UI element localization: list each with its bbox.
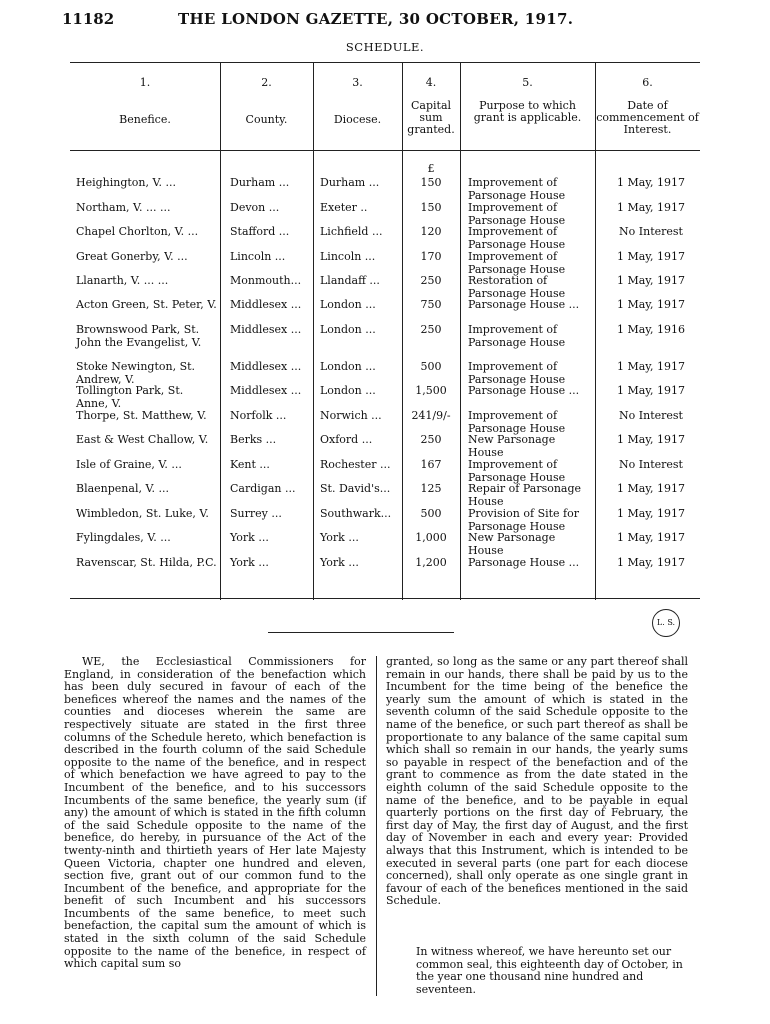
cell-county: Durham ... bbox=[230, 176, 290, 189]
cell-purpose: Parsonage House ... bbox=[468, 384, 580, 397]
cell-benefice: Fylingdales, V. ... bbox=[76, 531, 171, 544]
cell-sum: 150 bbox=[420, 201, 442, 214]
grant-text-right: granted, so long as the same or any part thereof shall remain in our hands, there shall be paid by us to the Incumbent for the time being of the benefice the yearly sum the amount of which is stated in the seventh column of the said Schedule opposite to the name of the benefice, or such part thereof as shall be proportionate to any balance of the same capital sum which shall so remain in our hands, the yearly sums so payable in respect of the benefaction and of the grant to commence as from the date stated in the eighth column of the said Schedule opposite to the name of the benefice, and to be payable in equal quarterly portions on the first day of February, the first day of May, the first day of August, and the first day of November in each and every year: Provided always that this Instrument, which is intended to be executed in several parts (one part for each diocese concerned), shall only operate as one single grant in favour of each of the benefices mentioned in the said Schedule. bbox=[386, 655, 688, 908]
cell-diocese: Exeter .. bbox=[320, 201, 368, 214]
cell-sum: 250 bbox=[420, 274, 442, 287]
cell-sum: 1,500 bbox=[415, 384, 447, 397]
cell-county: Surrey ... bbox=[230, 507, 282, 520]
cell-sum: 750 bbox=[420, 298, 442, 311]
cell-date: 1 May, 1917 bbox=[616, 201, 686, 214]
cell-county: Middlesex ... bbox=[230, 323, 302, 336]
cell-purpose: Improvement of Parsonage House bbox=[468, 201, 566, 227]
cell-sum: 150 bbox=[420, 176, 442, 189]
cell-county: Devon ... bbox=[230, 201, 280, 214]
cell-sum: 170 bbox=[420, 250, 442, 263]
cell-date: 1 May, 1917 bbox=[616, 433, 686, 446]
pound-sign: £ bbox=[427, 162, 435, 175]
section-divider bbox=[268, 632, 454, 633]
cell-sum: 241/9/- bbox=[411, 409, 451, 422]
column-number: 6. bbox=[642, 76, 653, 89]
cell-diocese: Durham ... bbox=[320, 176, 380, 189]
cell-purpose: Improvement of Parsonage House bbox=[468, 323, 566, 349]
page-number: 11182 bbox=[62, 10, 115, 28]
cell-date: 1 May, 1917 bbox=[616, 176, 686, 189]
cell-county: York ... bbox=[230, 531, 269, 544]
cell-date: 1 May, 1917 bbox=[616, 384, 686, 397]
cell-benefice: Thorpe, St. Matthew, V. bbox=[76, 409, 207, 422]
seal-mark: L. S. bbox=[652, 609, 680, 637]
cell-purpose: Improvement of Parsonage House bbox=[468, 250, 566, 276]
cell-diocese: Rochester ... bbox=[320, 458, 391, 471]
cell-benefice: Stoke Newington, St. Andrew, V. bbox=[76, 360, 196, 386]
table-header-rule bbox=[70, 150, 700, 151]
cell-county: Middlesex ... bbox=[230, 384, 302, 397]
grant-text-left: WE, the Ecclesiastical Commissioners for England, in consideration of the benefaction which has been duly secured in favour of each of the benefices whereof the names and the names of the counties and dioceses wherein the same are respectively situate are stated in the first three columns of the Schedule hereto, which benefaction is described in the fourth column of the said Schedule opposite to the name of the benefice, and in respect of which benefaction we have agreed to pay to the Incumbent of the benefice, and to his successors Incumbents of the same benefice, the yearly sum (if any) the amount of which is stated in the fifth column of the said Schedule opposite to the name of the benefice, do hereby, in pursuance of the Act of the twenty-ninth and thirtieth years of Her late Majesty Queen Victoria, chapter one hundred and eleven, section five, grant out of our common fund to the Incumbent of the benefice, and appropriate for the benefit of such Incumbent and his successors Incumbents of the same benefice, to meet such benefaction, the capital sum the amount of which is stated in the sixth column of the said Schedule opposite to the name of the benefice, in respect of which capital sum so bbox=[64, 655, 366, 971]
cell-county: Kent ... bbox=[230, 458, 270, 471]
cell-county: York ... bbox=[230, 556, 269, 569]
cell-diocese: Lincoln ... bbox=[320, 250, 376, 263]
cell-purpose: Improvement of Parsonage House bbox=[468, 225, 566, 251]
cell-diocese: Lichfield ... bbox=[320, 225, 383, 238]
cell-date: 1 May, 1917 bbox=[616, 298, 686, 311]
header-county: County. bbox=[245, 113, 288, 126]
column-number: 1. bbox=[139, 76, 151, 89]
cell-sum: 1,000 bbox=[415, 531, 447, 544]
cell-benefice: Tollington Park, St. Anne, V. bbox=[76, 384, 184, 410]
schedule-table bbox=[70, 62, 700, 600]
cell-date: No Interest bbox=[619, 409, 683, 422]
cell-purpose: Improvement of Parsonage House bbox=[468, 176, 566, 202]
cell-date: 1 May, 1917 bbox=[616, 482, 686, 495]
cell-diocese: London ... bbox=[320, 323, 376, 336]
cell-county: Norfolk ... bbox=[230, 409, 287, 422]
witness-clause: In witness whereof, we have hereunto set our common seal, this eighteenth day of October, in the year one thousand nine hundred and seventeen. bbox=[416, 945, 683, 996]
cell-purpose: Restoration of Parsonage House bbox=[468, 274, 566, 300]
table-bottom-rule bbox=[70, 598, 700, 599]
cell-benefice: Heighington, V. ... bbox=[76, 176, 177, 189]
cell-benefice: Wimbledon, St. Luke, V. bbox=[76, 507, 209, 520]
cell-county: Cardigan ... bbox=[230, 482, 296, 495]
cell-sum: 500 bbox=[420, 507, 442, 520]
cell-purpose: New Parsonage House bbox=[468, 531, 556, 557]
table-top-rule bbox=[70, 62, 700, 63]
cell-purpose: New Parsonage House bbox=[468, 433, 556, 459]
column-divider bbox=[595, 62, 596, 600]
cell-county: Stafford ... bbox=[230, 225, 290, 238]
cell-date: 1 May, 1917 bbox=[616, 531, 686, 544]
header-purpose: Purpose to which grant is applicable. bbox=[473, 99, 582, 124]
cell-benefice: Brownswood Park, St. John the Evangelist, V. bbox=[76, 323, 202, 349]
cell-county: Berks ... bbox=[230, 433, 277, 446]
header-date: Date of commencement of Interest. bbox=[596, 99, 699, 136]
cell-sum: 500 bbox=[420, 360, 442, 373]
cell-diocese: York ... bbox=[320, 556, 359, 569]
cell-sum: 250 bbox=[420, 323, 442, 336]
cell-date: 1 May, 1917 bbox=[616, 556, 686, 569]
column-rule bbox=[376, 656, 377, 996]
cell-diocese: London ... bbox=[320, 360, 376, 373]
cell-purpose: Provision of Site for Parsonage House bbox=[468, 507, 580, 533]
cell-benefice: Blaenpenal, V. ... bbox=[76, 482, 169, 495]
header-capital-sum: Capital sum granted. bbox=[407, 99, 455, 136]
cell-date: 1 May, 1917 bbox=[616, 360, 686, 373]
cell-purpose: Parsonage House ... bbox=[468, 298, 580, 311]
cell-benefice: Northam, V. ... ... bbox=[76, 201, 171, 214]
column-number: 5. bbox=[522, 76, 533, 89]
cell-diocese: London ... bbox=[320, 298, 376, 311]
cell-diocese: Southwark... bbox=[320, 507, 392, 520]
schedule-title: SCHEDULE. bbox=[345, 40, 425, 54]
header-diocese: Diocese. bbox=[333, 113, 382, 126]
cell-sum: 250 bbox=[420, 433, 442, 446]
cell-date: No Interest bbox=[619, 458, 683, 471]
cell-diocese: Norwich ... bbox=[320, 409, 382, 422]
cell-sum: 125 bbox=[420, 482, 442, 495]
cell-benefice: Acton Green, St. Peter, V. bbox=[76, 298, 217, 311]
cell-benefice: Isle of Graine, V. ... bbox=[76, 458, 182, 471]
cell-diocese: St. David's... bbox=[320, 482, 391, 495]
cell-benefice: East & West Challow, V. bbox=[76, 433, 209, 446]
column-divider bbox=[220, 62, 221, 600]
cell-county: Lincoln ... bbox=[230, 250, 286, 263]
column-number: 2. bbox=[261, 76, 272, 89]
cell-diocese: York ... bbox=[320, 531, 359, 544]
cell-county: Monmouth... bbox=[230, 274, 302, 287]
cell-purpose: Improvement of Parsonage House bbox=[468, 458, 566, 484]
cell-purpose: Improvement of Parsonage House bbox=[468, 409, 566, 435]
cell-county: Middlesex ... bbox=[230, 298, 302, 311]
gazette-title: THE LONDON GAZETTE, 30 OCTOBER, 1917. bbox=[178, 10, 574, 28]
column-divider bbox=[460, 62, 461, 600]
cell-date: 1 May, 1917 bbox=[616, 507, 686, 520]
cell-date: 1 May, 1917 bbox=[616, 274, 686, 287]
cell-purpose: Repair of Parsonage House bbox=[468, 482, 582, 508]
column-number: 3. bbox=[352, 76, 363, 89]
cell-diocese: Oxford ... bbox=[320, 433, 373, 446]
cell-diocese: London ... bbox=[320, 384, 376, 397]
cell-date: 1 May, 1916 bbox=[616, 323, 686, 336]
page-header bbox=[0, 8, 770, 32]
cell-diocese: Llandaff ... bbox=[320, 274, 380, 287]
cell-date: 1 May, 1917 bbox=[616, 250, 686, 263]
cell-benefice: Chapel Chorlton, V. ... bbox=[76, 225, 199, 238]
column-number: 4. bbox=[425, 76, 437, 89]
cell-purpose: Improvement of Parsonage House bbox=[468, 360, 566, 386]
cell-benefice: Ravenscar, St. Hilda, P.C. bbox=[76, 556, 217, 569]
header-benefice: Benefice. bbox=[119, 113, 171, 126]
cell-date: No Interest bbox=[619, 225, 683, 238]
cell-benefice: Llanarth, V. ... ... bbox=[76, 274, 169, 287]
cell-sum: 167 bbox=[420, 458, 442, 471]
cell-benefice: Great Gonerby, V. ... bbox=[76, 250, 188, 263]
cell-sum: 120 bbox=[420, 225, 442, 238]
cell-sum: 1,200 bbox=[415, 556, 447, 569]
cell-county: Middlesex ... bbox=[230, 360, 302, 373]
cell-purpose: Parsonage House ... bbox=[468, 556, 580, 569]
